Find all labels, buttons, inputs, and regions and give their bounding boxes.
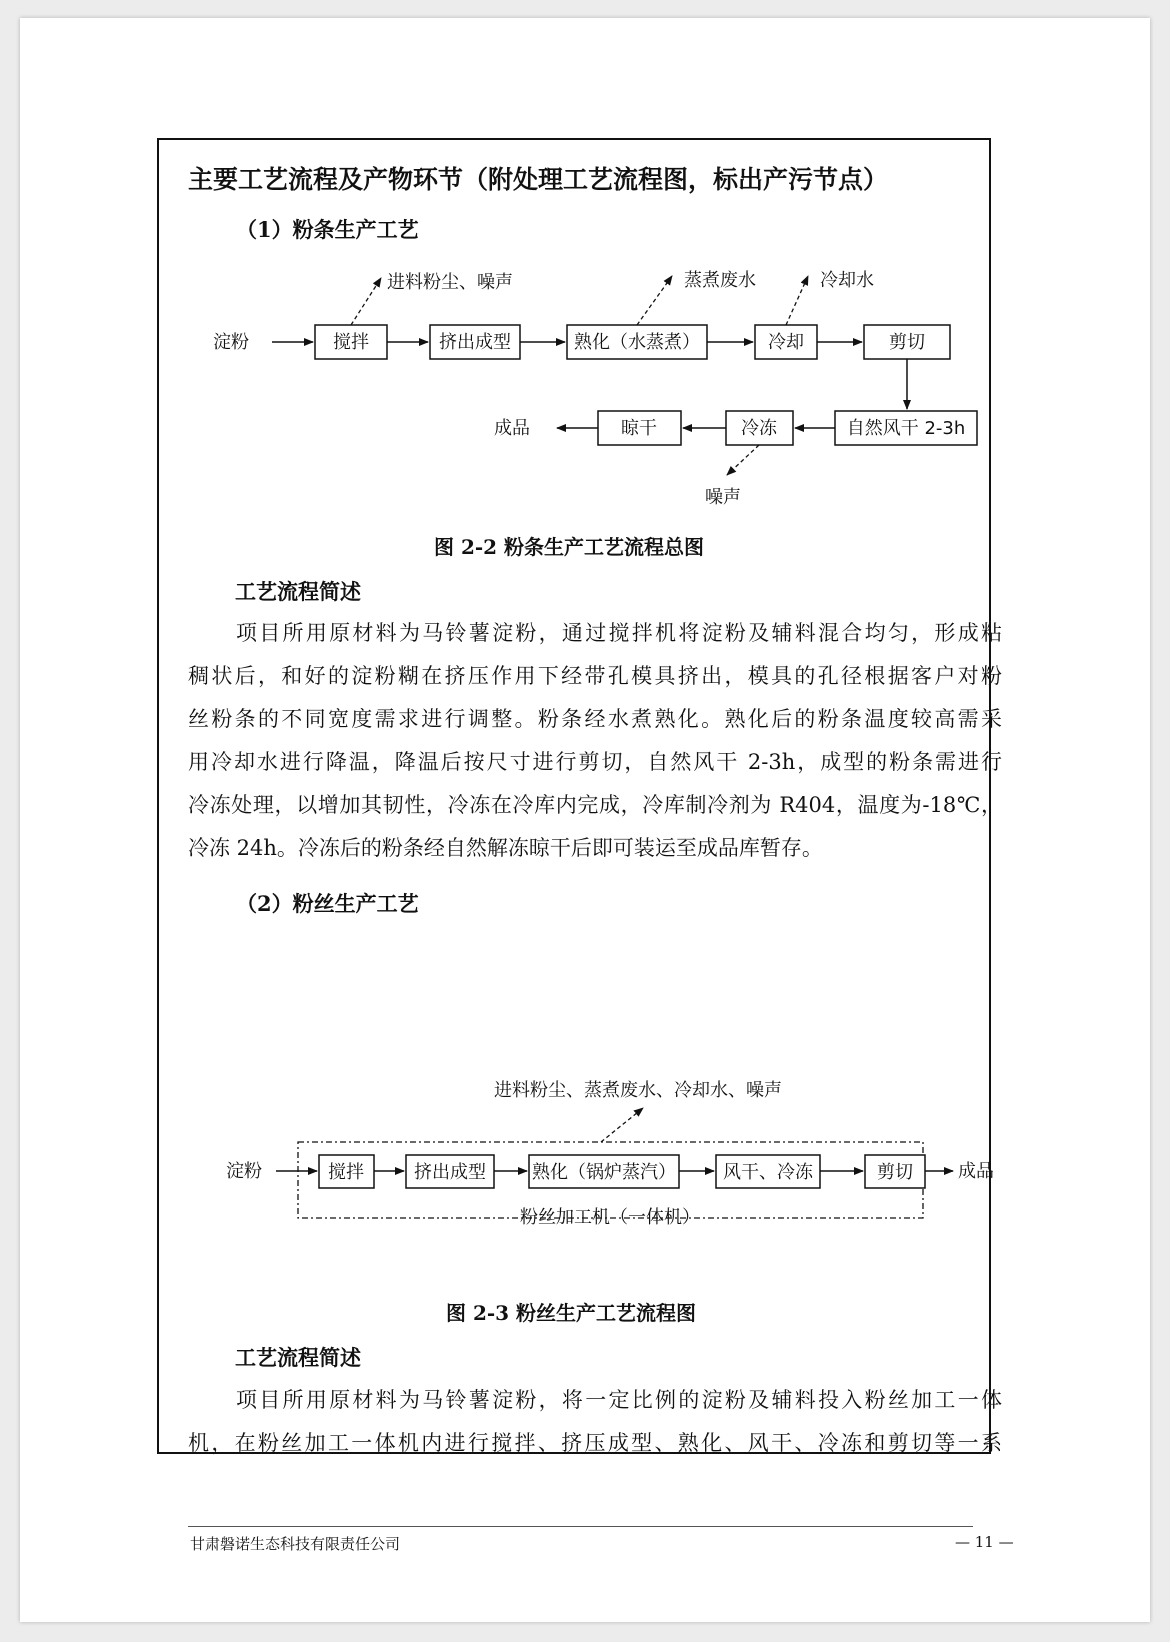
footer-company: 甘肃磐诺生态科技有限责任公司 <box>190 1535 401 1553</box>
pollutant-label: 噪声 <box>705 487 741 508</box>
pollutant-label: 进料粉尘、噪声 <box>387 272 513 293</box>
paragraph-line: 丝粉条的不同宽度需求进行调整。粉条经水煮熟化。熟化后的粉条温度较高需采 <box>188 707 1002 731</box>
paragraph-1 <box>188 612 1002 870</box>
paragraph-line: 稠状后，和好的淀粉糊在挤压作用下经带孔模具挤出，模具的孔径根据客户对粉 <box>188 664 1002 688</box>
paragraph-line: 冷冻处理，以增加其韧性，冷冻在冷库内完成，冷库制冷剂为 R404，温度为-18℃， <box>188 793 1002 817</box>
flow1-output: 成品 <box>494 418 530 439</box>
desc-title-2: 工艺流程简述 <box>235 1345 361 1370</box>
flow2-output: 成品 <box>958 1161 994 1182</box>
flowchart-fentiao <box>0 0 1170 520</box>
footer-page-number: — 11 — <box>955 1533 1014 1551</box>
flow2-pollutants: 进料粉尘、蒸煮废水、冷却水、噪声 <box>494 1080 782 1101</box>
pollutant-label: 蒸煮废水 <box>684 270 756 291</box>
pollutant-arrow <box>727 445 759 475</box>
section2-title: （2）粉丝生产工艺 <box>236 891 419 916</box>
flow1-step-cut: 剪切 <box>889 332 925 353</box>
flow2-step-cut: 剪切 <box>877 1162 913 1183</box>
flow1-step-airdry: 自然风干 2-3h <box>846 418 966 439</box>
machine-label: 粉丝加工机（一体机） <box>520 1207 700 1228</box>
flow2-step-dryfreeze: 风干、冷冻 <box>723 1162 813 1183</box>
flow2-step-extrude: 挤出成型 <box>414 1162 486 1183</box>
paragraph-line: 机，在粉丝加工一体机内进行搅拌、挤压成型、熟化、风干、冷冻和剪切等一系 <box>188 1431 1002 1455</box>
footer-rule <box>188 1526 973 1527</box>
paragraph-line: 冷冻 24h。冷冻后的粉条经自然解冻晾干后即可装运至成品库暂存。 <box>188 836 823 860</box>
flow1-step-dry: 晾干 <box>621 418 657 439</box>
paragraph-line: 用冷却水进行降温，降温后按尺寸进行剪切，自然风干 2-3h，成型的粉条需进行 <box>188 750 1002 774</box>
flow1-input: 淀粉 <box>213 332 249 353</box>
flow1-step-stir: 搅拌 <box>333 332 369 353</box>
desc-title-1: 工艺流程简述 <box>235 579 361 604</box>
paragraph-line: 项目所用原材料为马铃薯淀粉，通过搅拌机将淀粉及辅料混合均匀，形成粘 <box>236 621 1002 645</box>
section-heading: 主要工艺流程及产物环节（附处理工艺流程图，标出产污节点） <box>188 165 889 194</box>
flow1-step-freeze: 冷冻 <box>741 418 777 439</box>
pollutant-arrow <box>601 1108 643 1142</box>
flow1-step-cook: 熟化（水蒸煮） <box>574 332 700 353</box>
flow2-step-cook: 熟化（锅炉蒸汽） <box>532 1162 676 1183</box>
pollutant-arrow <box>637 276 672 325</box>
figure-caption-2-2: 图 2-2 粉条生产工艺流程总图 <box>434 535 705 559</box>
flow2-input: 淀粉 <box>226 1161 262 1182</box>
flow1-step-cool: 冷却 <box>768 332 804 353</box>
section1-title: （1）粉条生产工艺 <box>236 217 419 242</box>
paragraph-2 <box>188 1379 1002 1465</box>
flow1-step-extrude: 挤出成型 <box>439 332 511 353</box>
flow2-step-stir: 搅拌 <box>328 1162 364 1183</box>
pollutant-arrow <box>786 276 808 325</box>
pollutant-arrow <box>351 278 381 325</box>
figure-caption-2-3: 图 2-3 粉丝生产工艺流程图 <box>446 1301 697 1325</box>
paragraph-line: 项目所用原材料为马铃薯淀粉，将一定比例的淀粉及辅料投入粉丝加工一体 <box>236 1388 1002 1412</box>
pollutant-label: 冷却水 <box>820 270 874 291</box>
flowchart-fensi <box>0 1060 1170 1240</box>
